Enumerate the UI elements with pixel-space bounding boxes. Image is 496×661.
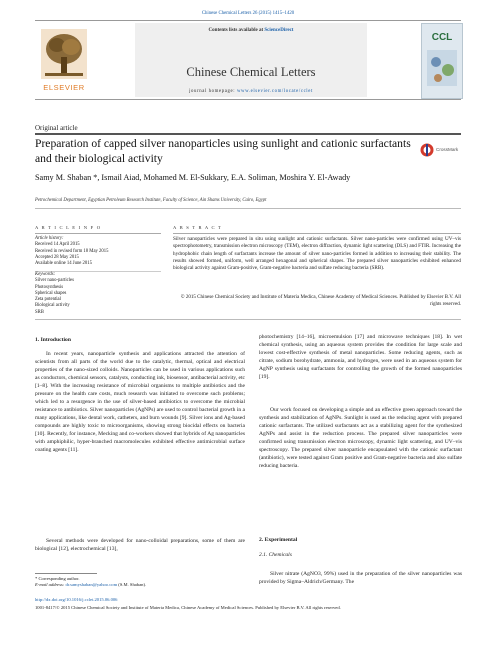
- publisher-logo-text: ELSEVIER: [43, 83, 85, 92]
- article-title: Preparation of capped silver nanoparticles using sunlight and cationic surfactants and their biological activity: [35, 137, 411, 165]
- journal-cover-image: [421, 23, 463, 99]
- journal-homepage: [135, 89, 367, 94]
- article-history: [35, 236, 161, 267]
- article-info-rule: [35, 233, 161, 234]
- email-link[interactable]: dr.samyshaban@yahoo.com: [65, 582, 118, 588]
- cover-text: CCL: [431, 32, 453, 43]
- footnote-rule: [35, 573, 97, 574]
- journal-citation: Chinese Chemical Letters 26 (2015) 1415–1420: [201, 11, 295, 16]
- email-line: [35, 582, 245, 588]
- affiliation-divider: [35, 208, 461, 209]
- cover-graphic-icon: [422, 46, 462, 96]
- article-info-heading: A R T I C L E I N F O: [35, 225, 102, 230]
- article-type: Original article: [35, 124, 78, 132]
- abstract-copyright: © 2015 Chinese Chemical Society and Institute of Materia Medica, Chinese Academy of Medical Sciences. Published by Elsevier B.V. All rights reserved.: [180, 294, 461, 308]
- keyword-item: SRB: [35, 309, 44, 315]
- crossmark-icon: [420, 143, 434, 157]
- section-2-heading: 2. Experimental: [259, 537, 298, 543]
- keyword-list: [35, 272, 161, 316]
- email-prefix: E-mail address:: [35, 582, 66, 588]
- crossmark-label: CrossMark: [436, 147, 459, 152]
- keyword-item: Zeta potential: [35, 297, 61, 303]
- email-suffix: (S.M. Shaban).: [117, 582, 147, 588]
- corresponding-author-label: * Corresponding author.: [35, 576, 80, 581]
- footnote: [35, 576, 245, 589]
- section-1-heading: 1. Introduction: [35, 337, 71, 343]
- history-item: Accepted 28 May 2015: [35, 254, 79, 260]
- affiliation: Petrochemical Department, Egyptian Petroleum Research Institute, Faculty of Science, Ain Shams University, Cairo, Egypt: [35, 198, 267, 203]
- doi-link[interactable]: http://dx.doi.org/10.1016/j.cclet.2015.06.006: [35, 597, 118, 602]
- banner-title-panel: [135, 23, 367, 97]
- intro-paragraph-4: Our work focused on developing a simple and an effective green approach toward the synthesis and stabilization of AgNPs. Sunlight is used as the reducing agent with prepared cationic surfactants. The utilized surfactants act as a stabilizing agent for the synthesized AgNPs and assist in the reduction process. The prepared silver nanoparticles were confirmed using transmission electron microscopy, dynamic light scattering, and UV–vis spectroscopy. The prepared silver nanoparticle encapsulated with the cationic surfactant (antibiotic), were tested against Gram positive and Gram-negative bacteria and also sulfate reducing bacteria.: [259, 407, 462, 469]
- intro-paragraph-3: photochemistry [14–16], microemulsion [17] and microwave techniques [18]. In wet chemical synthesis, using an aqueous system provides the condition for large scale and lowest cost-effective synthesis of metal nanoparticles. Some reducing agents, such as citrate, sodium borohydrate, ammonia, and hydrogen, were used in an aqueous system for AgNP synthesis using surfactants for controlling the growth of the formed nanoparticles [19].: [259, 334, 462, 380]
- keyword-item: Biological activity: [35, 303, 70, 309]
- history-label: Article history:: [35, 236, 64, 241]
- abstract-bottom-rule: [35, 319, 461, 320]
- header-divider: [35, 133, 461, 135]
- abstract-rule: [173, 233, 461, 234]
- history-item: Received 14 April 2015: [35, 242, 80, 248]
- homepage-link[interactable]: www.elsevier.com/locate/cclet: [236, 89, 313, 94]
- keyword-item: Spherical shapes: [35, 290, 67, 296]
- section-2-1-heading: 2.1. Chemicals: [259, 552, 292, 558]
- intro-paragraph-1: In recent years, nanoparticle synthesis and applications attracted the attention of scientists from all parts of the world due to the catalytic, thermal, optical and electrical properties of the nano-sized colloids. Nanoparticles can be used in various applications such as conductors, chemical sensors, catalysts, conducting ink, biosensor, antibacterial activity, etc [1–8]. With the increasing resistance of microbial organisms to multiple antibiotics and the pressure on the health care costs, much research was initiated to overcome such problems; which led to a resurgence in the use of silver-based antibiotics to overcome the microbial resistance to antibiotics. Silver nanoparticles (AgNPs) are used to control bacterial growth in a many applications, like dental work, catheters, and burn wounds [9]. Silver ions and Ag-based compounds are highly toxic to microorganisms, showing strong biocidal effects on bacteria [10]. Recently, for instance, Mecking and co-workers showed that hybrids of Ag nanoparticles with amphiphilic, hyper-branched macromolecules exhibited effective antimicrobial surface coating agents [11].: [35, 351, 245, 453]
- keyword-item: Silver nano-particles: [35, 278, 74, 284]
- abstract-text: Silver nanoparticles were prepared in situ using sunlight and cationic surfactants. Silver nano-particles were confirmed using UV–vis spectrophotometry, transmission electron microscopy (TEM), electron diffraction, dynamic light scattering (DLS) and FTIR. Increasing the hydrophobic chain length of surfactants increase the amount of silver nano-particles formed in addition to increasing their stability. The results showed formed, uniform, well arranged hexagonal and spherical shapes. The prepared silver nanoparticles exhibited enhanced biological activity against Gram-positive, Gram-negative bacteria and sulfate reducing bacteria (SRB).: [173, 236, 461, 272]
- intro-paragraph-2: Several methods were developed for nano-colloidal preparations, some of them are biological [12], electrochemical [13],: [35, 538, 245, 552]
- history-item: Received in revised form 18 May 2015: [35, 248, 109, 254]
- issn-line: 1001-8417/© 2015 Chinese Chemical Society and Institute of Materia Medica, Chinese Academy of Medical Sciences. Published by Elsevier B.V. All rights reserved.: [35, 605, 341, 610]
- contents-line: [135, 28, 367, 33]
- abstract-heading: A B S T R A C T: [173, 225, 223, 230]
- contents-prefix: Contents lists available at: [208, 28, 265, 33]
- crossmark-badge[interactable]: [420, 141, 460, 161]
- journal-name: Chinese Chemical Letters: [186, 65, 316, 79]
- keywords-label: Keywords:: [35, 272, 56, 277]
- history-item: Available online 14 June 2015: [35, 261, 92, 267]
- author-list: Samy M. Shaban *, Ismail Aiad, Mohamed M. El-Sukkary, E.A. Soliman, Moshira Y. El-Awady: [35, 173, 351, 182]
- chemicals-paragraph: Silver nitrate (AgNO3, 99%) used in the preparation of the silver nanoparticles was provided by Sigma–Aldrich/Germany. The: [259, 571, 462, 585]
- elsevier-logo: [35, 23, 93, 97]
- journal-banner: [35, 20, 461, 100]
- keyword-item: Photosynthesis: [35, 284, 64, 290]
- sciencedirect-link[interactable]: ScienceDirect: [264, 28, 294, 33]
- homepage-prefix: journal homepage:: [189, 89, 237, 94]
